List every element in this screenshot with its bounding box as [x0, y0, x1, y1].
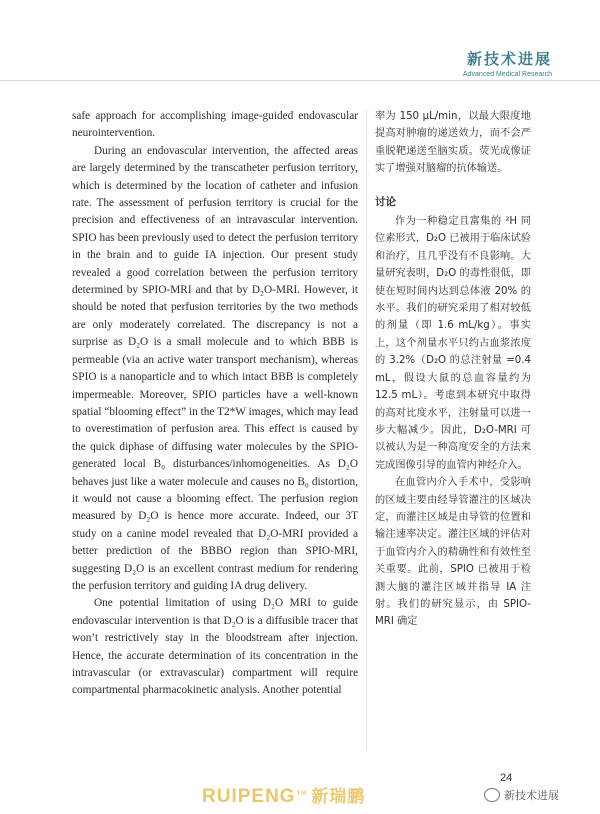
header-title-cn: 新技术进展 — [466, 50, 552, 68]
chinese-paragraph-2: 作为一种稳定且富集的 ²H 同位素形式，D₂O 已被用于临床试验和治疗，且几乎没有不良影响。大量研究表明，D₂O 的毒性很低，即使在短时间内达到总体液 20% 的水平。我们的研究采用了相对较低的剂量（即 1.6 mL/kg）。事实上，这个剂量水平只约占血浆浓度的 3.2%（D₂O 的总注射量 =0.4 mL，假设大鼠的总血容量约为 12.5 mL）。考虑到本研究中取得的高对比度水平，注射量可以进一步大幅减少。因此，D₂O-MRI 可以被认为是一种高度安全的方法来完成图像引导的血管内神经介入。 — [375, 216, 531, 471]
header-rule — [0, 80, 600, 81]
chinese-column — [375, 108, 531, 631]
english-paragraph-1: safe approach for accomplishing image-guided endovascular neurointervention. — [72, 110, 358, 140]
footer-logo-badge: TM — [296, 790, 308, 797]
footer-logo-latin: RUIPENG — [202, 786, 296, 807]
header-title-en: Advanced Medical Research — [462, 71, 552, 78]
page-header — [463, 48, 552, 78]
page-number: 24 — [500, 772, 513, 784]
english-column — [72, 108, 358, 700]
column-divider — [366, 110, 367, 750]
english-paragraph-2: During an endovascular intervention, the affected areas are largely determined by the transcatheter perfusion territory, which is determined by the location of catheter and infusion rate. The assessment of perfusion territory is crucial for the precision and effectiveness of an intravascular intervention. SPIO has been previously used to detect the perfusion territory in the brain and to guide IA injection. Our present study revealed a good correlation between the perfusion territory determined by SPIO-MRI and that by D₂O-MRI. However, it should be noted that perfusion territories by the two methods are only moderately correlated. The discrepancy is not a surprise as D₂O is a small molecule and to which BBB is permeable (via an active water transport mechanism), whereas SPIO is a nanoparticle and to which intact BBB is completely impermeable. Moreover, SPIO particles have a well-known spatial “blooming effect” in the T2*W images, which may lead to overestimation of perfusion area. This effect is caused by the quick diphase of diffusing water molecules by the SPIO-generated local B₀ disturbances/inhomogeneities. As D₂O behaves just like a water molecule and causes no B₀ distortion, it would not cause a blooming effect. The perfusion region measured by D₂O is hence more accurate. Indeed, our 3T study on a canine model revealed that D₂O-MRI provided a better prediction of the BBBO region than SPIO-MRI, suggesting D₂O is an excellent contrast medium for rendering the perfusion territory and guiding IA drug delivery. — [72, 144, 358, 592]
chinese-paragraph-1: 率为 150 μL/min，以最大限度地提高对肿瘤的递送效力，而不会严重脱靶递送至脑实质。荧光成像证实了增强对脑瘤的抗体输送。 — [375, 111, 531, 175]
wechat-watermark — [484, 787, 559, 803]
footer-logo — [202, 782, 365, 808]
footer-logo-cn: 新瑞鹏 — [311, 787, 366, 807]
chinese-heading-discussion: 讨论 — [375, 195, 396, 208]
wechat-label: 新技术进展 — [504, 789, 559, 802]
english-paragraph-3: One potential limitation of using D₂O MRI to guide endovascular intervention is that D₂O is a diffusible tracer that won’t restrictively stay in the bloodstream after injection. Hence, the accurate determination of its concentration in the intravascular (or extravascular) compartment will require compartmental pharmacokinetic analysis. Another potential — [72, 597, 358, 697]
chinese-paragraph-3: 在血管内介入手术中，受影响的区域主要由经导管灌注的区域决定，而灌注区域是由导管的位置和输注速率决定。灌注区域的评估对于血管内介入的精确性和有效性至关重要。此前，SPIO 已被用于检测大脑的灌注区域并指导 IA 注射。我们的研究显示，由 SPIO-MRI 确定 — [375, 477, 531, 628]
wechat-icon — [484, 788, 500, 802]
